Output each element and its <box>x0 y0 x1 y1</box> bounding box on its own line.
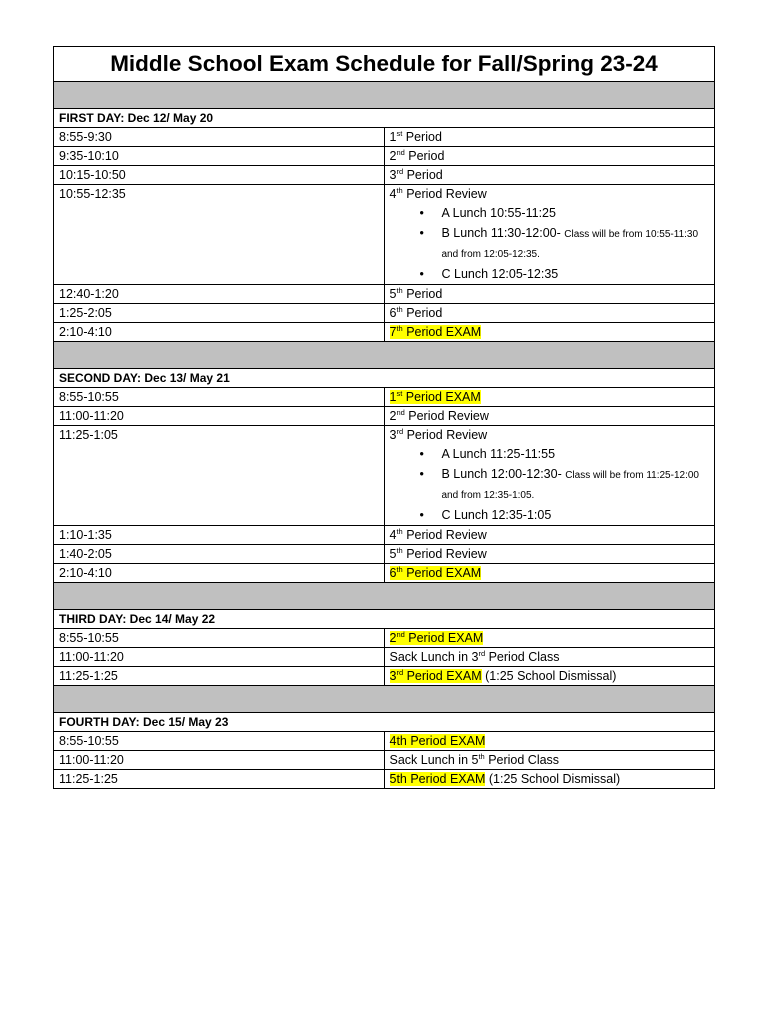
lunch-text: B Lunch 12:00-12:30- <box>441 466 566 481</box>
activity-cell <box>384 648 715 667</box>
ordinal-suffix: th <box>396 546 403 555</box>
activity-rest: Period Review <box>402 547 487 561</box>
activity-rest: Period EXAM <box>403 669 482 683</box>
activity-cell <box>384 426 715 526</box>
ordinal-suffix: st <box>396 129 403 138</box>
time-cell: 11:25-1:25 <box>54 667 385 686</box>
time-cell: 2:10-4:10 <box>54 564 385 583</box>
activity-text <box>390 409 489 423</box>
schedule-row <box>54 545 715 564</box>
lunch-list <box>390 204 710 284</box>
time-cell: 11:00-11:20 <box>54 407 385 426</box>
activity-main: 5th Period EXAM <box>389 772 486 786</box>
activity-text <box>390 547 487 561</box>
day-heading-row <box>54 109 715 128</box>
activity-cell <box>384 770 715 789</box>
day-separator <box>54 342 715 369</box>
lunch-text: A Lunch 11:25-11:55 <box>441 447 556 461</box>
ordinal-suffix: th <box>396 324 403 333</box>
activity-main: 3 <box>389 168 397 182</box>
schedule-row <box>54 166 715 185</box>
day-heading: FOURTH DAY: Dec 15/ May 23 <box>54 713 715 732</box>
day-heading-row <box>54 369 715 388</box>
activity-cell <box>384 526 715 545</box>
lunch-item <box>442 204 710 224</box>
activity-main: 4 <box>389 528 397 542</box>
schedule-row <box>54 323 715 342</box>
activity-rest: Period EXAM <box>402 566 482 580</box>
activity-text <box>390 130 442 144</box>
activity-main: 5 <box>389 547 397 561</box>
ordinal-suffix: rd <box>396 167 404 176</box>
activity-text <box>390 669 482 683</box>
activity-text <box>390 149 445 163</box>
activity-cell <box>384 407 715 426</box>
activity-main: 1 <box>389 390 397 404</box>
schedule-body <box>54 47 715 789</box>
activity-cell <box>384 751 715 770</box>
activity-cell <box>384 304 715 323</box>
activity-text <box>390 631 484 645</box>
time-cell: 8:55-10:55 <box>54 629 385 648</box>
separator-cell <box>54 342 715 369</box>
lunch-item <box>442 506 710 526</box>
activity-cell <box>384 185 715 285</box>
time-cell: 10:15-10:50 <box>54 166 385 185</box>
schedule-row <box>54 564 715 583</box>
activity-rest: Period Review <box>402 528 487 542</box>
schedule-row <box>54 732 715 751</box>
activity-cell <box>384 323 715 342</box>
day-heading: FIRST DAY: Dec 12/ May 20 <box>54 109 715 128</box>
day-heading: THIRD DAY: Dec 14/ May 22 <box>54 610 715 629</box>
schedule-row <box>54 526 715 545</box>
activity-cell <box>384 128 715 147</box>
time-cell: 2:10-4:10 <box>54 323 385 342</box>
activity-rest: Period Review <box>403 428 488 442</box>
time-cell: 11:00-11:20 <box>54 751 385 770</box>
time-cell: 8:55-9:30 <box>54 128 385 147</box>
activity-main: 5 <box>389 287 397 301</box>
activity-main: 3 <box>389 428 397 442</box>
ordinal-suffix: th <box>396 286 403 295</box>
time-cell: 11:25-1:25 <box>54 770 385 789</box>
activity-rest: Period <box>403 168 443 182</box>
time-cell: 1:10-1:35 <box>54 526 385 545</box>
day-separator <box>54 583 715 610</box>
activity-main: 6 <box>389 566 397 580</box>
activity-main: 4th Period EXAM <box>389 734 486 748</box>
activity-main: 4 <box>389 187 397 201</box>
separator-cell <box>54 82 715 109</box>
time-cell: 10:55-12:35 <box>54 185 385 285</box>
ordinal-suffix: th <box>396 565 403 574</box>
time-cell: 1:25-2:05 <box>54 304 385 323</box>
title-row <box>54 47 715 82</box>
activity-rest: Period <box>402 306 443 320</box>
lunch-text: C Lunch 12:35-1:05 <box>441 507 552 522</box>
activity-text <box>390 428 488 442</box>
day-heading-row <box>54 610 715 629</box>
activity-cell <box>384 285 715 304</box>
activity-cell <box>384 545 715 564</box>
day-separator <box>54 686 715 713</box>
lunch-item <box>442 465 710 506</box>
time-cell: 1:40-2:05 <box>54 545 385 564</box>
activity-main: Sack Lunch in 5 <box>389 753 479 767</box>
lunch-item <box>442 224 710 265</box>
schedule-row <box>54 648 715 667</box>
activity-text <box>390 306 443 320</box>
separator-cell <box>54 686 715 713</box>
dismissal-note: (1:25 School Dismissal) <box>485 772 621 786</box>
activity-main: 7 <box>389 325 397 339</box>
activity-main: 1 <box>389 130 397 144</box>
activity-main: Sack Lunch in 3 <box>389 650 479 664</box>
dismissal-note: (1:25 School Dismissal) <box>481 669 617 683</box>
activity-rest: Period Class <box>485 650 560 664</box>
activity-text <box>390 390 481 404</box>
activity-rest: Period <box>404 149 445 163</box>
schedule-row <box>54 426 715 526</box>
schedule-row <box>54 128 715 147</box>
schedule-row <box>54 751 715 770</box>
schedule-row <box>54 388 715 407</box>
activity-text <box>390 325 482 339</box>
lunch-list <box>390 445 710 525</box>
schedule-row <box>54 407 715 426</box>
activity-text <box>390 528 487 542</box>
ordinal-suffix: st <box>396 389 403 398</box>
time-cell: 11:00-11:20 <box>54 648 385 667</box>
activity-main: 2 <box>389 409 397 423</box>
activity-main: 3 <box>389 669 397 683</box>
schedule-row <box>54 770 715 789</box>
activity-text <box>390 753 560 767</box>
exam-schedule-table <box>53 46 715 789</box>
lunch-text: C Lunch 12:05-12:35 <box>441 266 559 281</box>
separator-cell <box>54 583 715 610</box>
page-title: Middle School Exam Schedule for Fall/Spring 23-24 <box>54 47 715 82</box>
schedule-row <box>54 185 715 285</box>
activity-rest: Period <box>402 287 443 301</box>
ordinal-suffix: nd <box>396 408 405 417</box>
time-cell: 8:55-10:55 <box>54 732 385 751</box>
activity-cell <box>384 147 715 166</box>
activity-main: 2 <box>389 149 397 163</box>
ordinal-suffix: nd <box>396 630 405 639</box>
time-cell: 8:55-10:55 <box>54 388 385 407</box>
schedule-row <box>54 667 715 686</box>
activity-cell <box>384 166 715 185</box>
activity-text <box>390 650 560 664</box>
lunch-item <box>442 445 710 465</box>
activity-text <box>390 772 486 786</box>
activity-text <box>390 734 486 748</box>
time-cell: 9:35-10:10 <box>54 147 385 166</box>
time-cell: 12:40-1:20 <box>54 285 385 304</box>
activity-rest: Period Class <box>484 753 560 767</box>
activity-main: 6 <box>389 306 397 320</box>
ordinal-suffix: nd <box>396 148 405 157</box>
ordinal-suffix: rd <box>396 427 404 436</box>
ordinal-suffix: rd <box>478 649 486 658</box>
ordinal-suffix: th <box>396 186 403 195</box>
ordinal-suffix: th <box>396 305 403 314</box>
activity-rest: Period Review <box>402 187 487 201</box>
lunch-text: A Lunch 10:55-11:25 <box>441 206 556 220</box>
schedule-row <box>54 304 715 323</box>
lunch-note: Class will be from 11:25-12:00 and from 12:35-1:05. <box>441 469 699 501</box>
lunch-item <box>442 265 710 285</box>
ordinal-suffix: th <box>396 527 403 536</box>
day-heading-row <box>54 713 715 732</box>
ordinal-suffix: th <box>478 752 485 761</box>
activity-text <box>390 187 487 201</box>
lunch-note: Class will be from 10:55-11:30 and from 12:05-12:35. <box>441 228 699 260</box>
schedule-row <box>54 147 715 166</box>
schedule-row <box>54 629 715 648</box>
activity-cell <box>384 388 715 407</box>
activity-main: 2 <box>389 631 397 645</box>
ordinal-suffix: rd <box>396 668 404 677</box>
time-cell: 11:25-1:05 <box>54 426 385 526</box>
activity-text <box>390 287 443 301</box>
schedule-row <box>54 285 715 304</box>
activity-cell <box>384 732 715 751</box>
activity-rest: Period <box>402 130 442 144</box>
activity-rest: Period EXAM <box>404 631 484 645</box>
activity-cell <box>384 564 715 583</box>
activity-text <box>390 168 443 182</box>
activity-rest: Period EXAM <box>402 390 481 404</box>
activity-rest: Period Review <box>404 409 489 423</box>
day-separator <box>54 82 715 109</box>
activity-text <box>390 566 482 580</box>
activity-cell <box>384 629 715 648</box>
day-heading: SECOND DAY: Dec 13/ May 21 <box>54 369 715 388</box>
activity-rest: Period EXAM <box>402 325 482 339</box>
lunch-text: B Lunch 11:30-12:00- <box>441 225 565 240</box>
activity-cell <box>384 667 715 686</box>
